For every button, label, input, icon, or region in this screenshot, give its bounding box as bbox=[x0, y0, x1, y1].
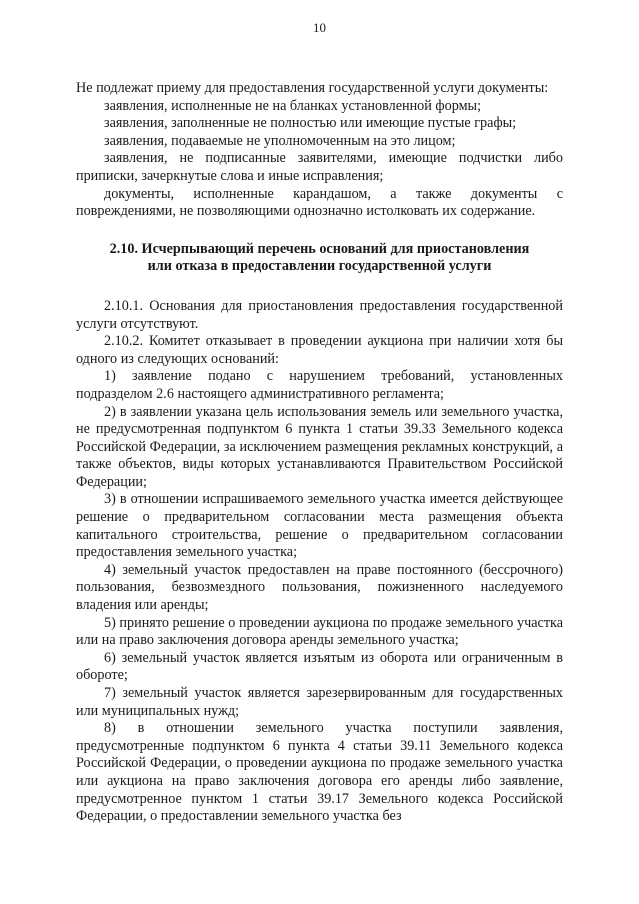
section-heading-line: 2.10. Исчерпывающий перечень оснований для приостановления bbox=[109, 240, 530, 257]
intro-item: заявления, подаваемые не уполномоченным на это лицом; bbox=[104, 132, 456, 149]
section-paragraph: 6) земельный участок является изъятым из оборота или ограниченным в обороте; bbox=[76, 649, 563, 684]
section-paragraph: 5) принято решение о проведении аукциона по продаже земельного участка или на право заключения договора аренды земельного участка; bbox=[76, 614, 563, 649]
intro-lead: Не подлежат приему для предоставления государственной услуги документы: bbox=[76, 80, 549, 96]
section-paragraph: 2) в заявлении указана цель использования земель или земельного участка, не предусмотренная подпунктом 6 пункта 1 статьи 39.33 Земельного кодекса Российской Федерации, за исключением размещения рекламных конструкций, а также объектов, виды которых устанавливаются Правительством Российской Федерации; bbox=[76, 403, 563, 490]
section-paragraph: 7) земельный участок является зарезервированным для государственных или муниципальных нужд; bbox=[76, 685, 563, 719]
section-paragraph: 4) земельный участок предоставлен на праве постоянного (бессрочного) пользования, безвозмездного пользования, пожизненного наследуемого владения или аренды; bbox=[76, 561, 563, 614]
page-content bbox=[76, 80, 563, 826]
page-number: 10 bbox=[313, 20, 326, 35]
section-paragraph: 1) заявление подано с нарушением требований, установленных подразделом 2.6 настоящего административного регламента; bbox=[76, 368, 563, 402]
intro-item: заявления, исполненные не на бланках установленной формы; bbox=[104, 97, 482, 114]
section-paragraph: 8) в отношении земельного участка поступили заявления, предусмотренные подпунктом 6 пункта 4 статьи 39.11 Земельного кодекса Российской Федерации, о проведении аукциона по продаже земельного участка или аукциона на право заключения договора его аренды либо заявление, предусмотренное пунктом 1 статьи 39.17 Земельного кодекса Российской Федерации, о предоставлении земельного участка без bbox=[76, 720, 563, 825]
intro-item: заявления, заполненные не полностью или имеющие пустые графы; bbox=[104, 115, 517, 132]
section-paragraph: 3) в отношении испрашиваемого земельного участка имеется действующее решение о предварительном согласовании места размещения объекта капитального строительства, решение о предварительном согласовании предоставления земельного участка; bbox=[76, 491, 563, 561]
section-paragraph: 2.10.2. Комитет отказывает в проведении аукциона при наличии хотя бы одного из следующих оснований: bbox=[76, 333, 563, 367]
intro-item: заявления, не подписанные заявителями, имеющие подчистки либо приписки, зачеркнутые слова и иные исправления; bbox=[76, 150, 563, 184]
section-heading bbox=[76, 241, 563, 276]
section-heading-line: или отказа в предоставлении государственной услуги bbox=[147, 258, 492, 275]
intro-item: документы, исполненные карандашом, а также документы с повреждениями, не позволяющими однозначно истолковать их содержание. bbox=[76, 185, 563, 220]
section-paragraph: 2.10.1. Основания для приостановления предоставления государственной услуги отсутствуют. bbox=[76, 297, 563, 332]
